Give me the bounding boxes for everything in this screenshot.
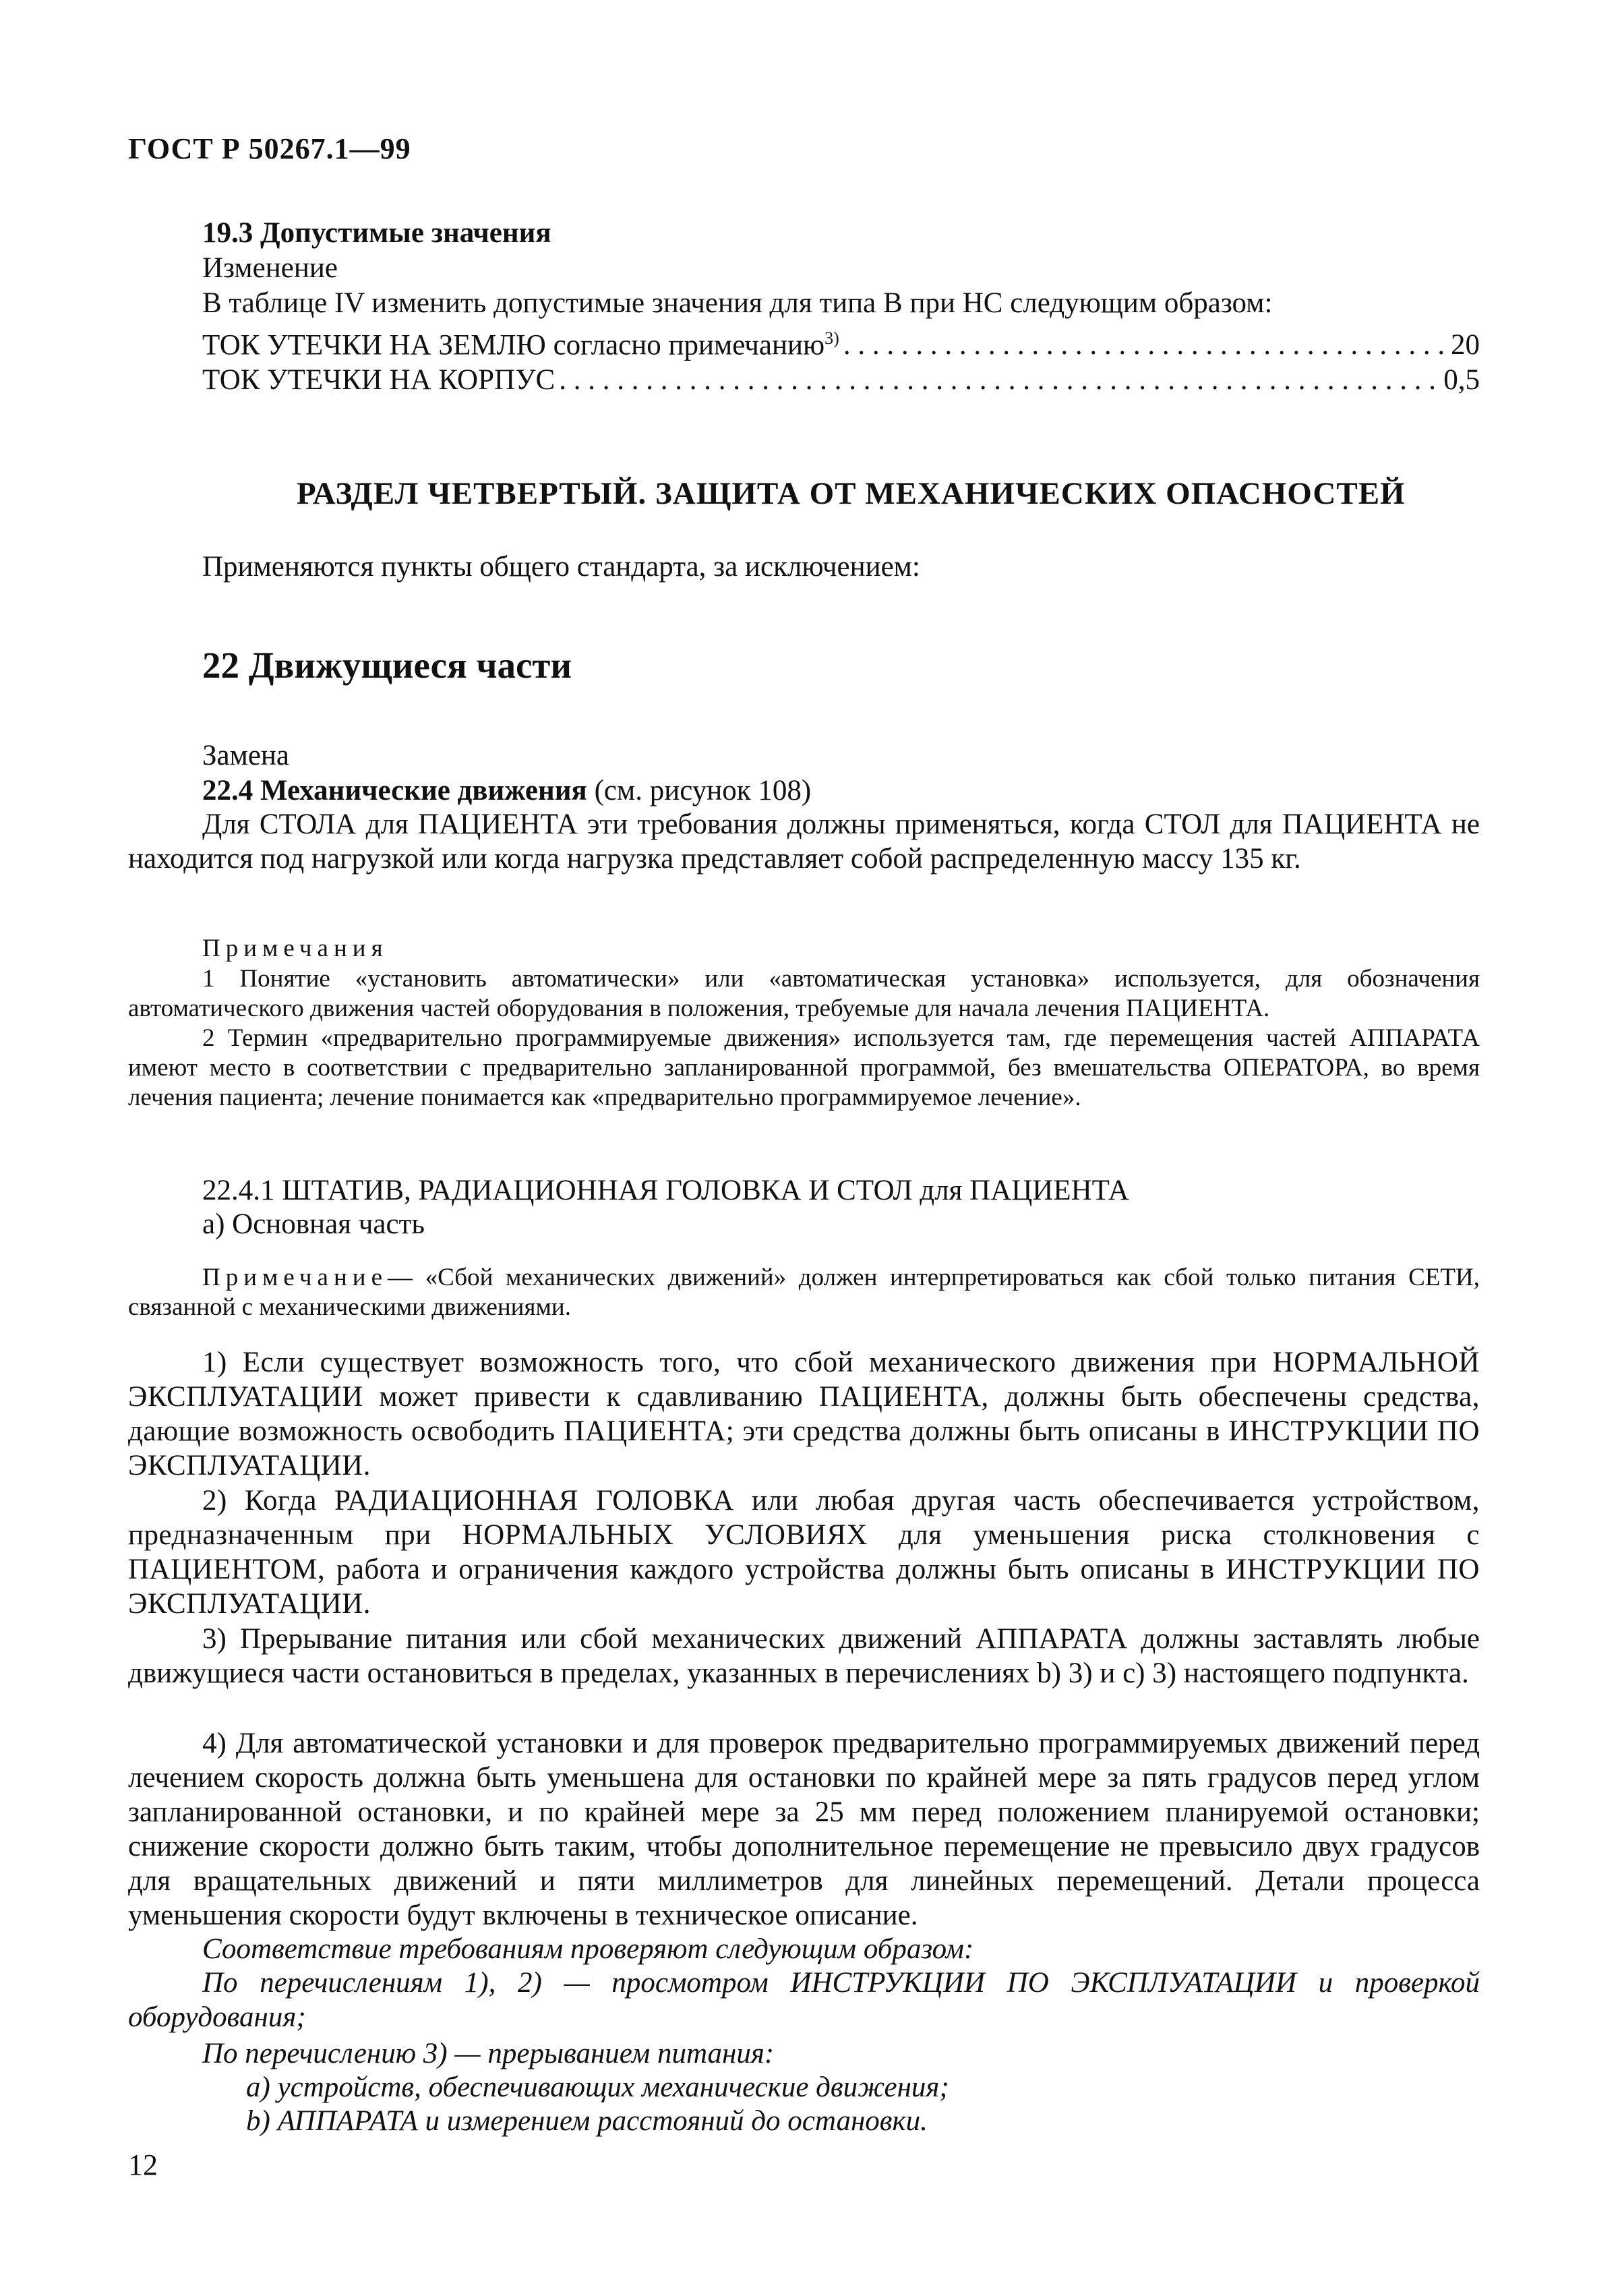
page-number: 12 (128, 2148, 158, 2181)
check-item-3a: a) устройств, обеспечивающих механические движения; (246, 2071, 949, 2103)
item-3: 3) Прерывание питания или сбой механических движений АППАРАТА должны заставлять любые движущиеся части остановиться в пределах, указанных в перечислениях b) 3) и с) 3) настоящего подпункта. (128, 1623, 1480, 1689)
clause-22-4-title: 22.4 Механические движения (202, 775, 587, 806)
item-2: 2) Когда РАДИАЦИОННАЯ ГОЛОВКА или любая другая часть обеспечивается устройством, предназначенным при НОРМАЛЬНЫХ УСЛОВИЯХ для уменьшения риска столкновения с ПАЦИЕНТОМ, работа и ограничения каждого устройства должны быть описаны в ИНСТРУКЦИИ ПО ЭКСПЛУАТАЦИИ. (128, 1485, 1480, 1620)
note-1: 1 Понятие «установить автоматически» или «автоматическая установка» используется, для обозначения автоматического движения частей оборудования в положения, требуемые для начала лечения ПАЦИЕНТА. (128, 965, 1480, 1022)
replace-label: Замена (202, 740, 290, 771)
check-items-1-2: По перечислениям 1), 2) — просмотром ИНСТРУКЦИИ ПО ЭКСПЛУАТАЦИИ и проверкой оборудования; (128, 1967, 1480, 2033)
figure-reference: (см. рисунок 108) (587, 775, 812, 806)
note-2: 2 Термин «предварительно программируемые движения» используется там, где перемещения частей АППАРАТА имеют место в соответствии с предварительно запланированной программой, без вмешательства ОПЕРАТОРА, во время лечения пациента; лечение понимается как «предварительно программируемое лечение». (128, 1024, 1480, 1111)
leader-dots (559, 363, 1439, 398)
clause-22-4-heading (202, 773, 811, 808)
value-row-earth-leakage (202, 321, 1480, 363)
section-19-3 (202, 216, 1480, 398)
leader-dots (843, 328, 1447, 363)
row-label: ТОК УТЕЧКИ НА ЗЕМЛЮ согласно примечанию$^{3)}$ (202, 328, 839, 361)
note-text: — «Сбой механических движений» должен интерпретироваться как сбой только питания СЕТИ, связанной с механическими движениями. (128, 1264, 1480, 1321)
subsection-title: 19.3 Допустимые значения (202, 217, 551, 249)
document-header: ГОСТ Р 50267.1—99 (128, 132, 411, 165)
check-item-3b: b) АППАРАТА и измерением расстояний до остановки. (246, 2105, 928, 2137)
part-a-label: а) Основная часть (202, 1208, 425, 1240)
item-1: 1) Если существует возможность того, что сбой механического движения при НОРМАЛЬНОЙ ЭКСПЛУАТАЦИИ может привести к сдавливанию ПАЦИЕНТА, должны быть обеспечены средства, дающие возможность освободить ПАЦИЕНТА; эти средства должны быть описаны в ИНСТРУКЦИИ ПО ЭКСПЛУАТАЦИИ. (128, 1347, 1480, 1481)
notes-label: Примечания (202, 935, 388, 962)
table-change-intro: В таблице IV изменить допустимые значения для типа В при НС следующим образом: (202, 287, 1273, 319)
row-value: 20 (1451, 329, 1480, 361)
clause-22-4-text: Для СТОЛА для ПАЦИЕНТА эти требования должны применяться, когда СТОЛ для ПАЦИЕНТА не находится под нагрузкой или когда нагрузка представляет собой распределенную массу 135 кг. (128, 808, 1480, 875)
note-label: Примечание (202, 1264, 388, 1291)
compliance-statement: Соответствие требованиям проверяют следующим образом: (202, 1933, 974, 1965)
value-row-enclosure-leakage (202, 363, 1480, 398)
note-mechanical-failure (128, 1263, 1480, 1322)
clause-22-4-1-title: 22.4.1 ШТАТИВ, РАДИАЦИОННАЯ ГОЛОВКА И СТОЛ для ПАЦИЕНТА (202, 1175, 1129, 1206)
row-label: ТОК УТЕЧКИ НА КОРПУС (202, 364, 556, 396)
clause-22-title: 22 Движущиеся части (202, 645, 572, 686)
item-4: 4) Для автоматической установки и для проверок предварительно программируемых движений перед лечением скорость должна быть уменьшена для остановки по крайней мере за пять градусов перед углом запланированной остановки, и по крайней мере за 25 мм перед положением планируемой остановки; снижение скорости должно быть таким, чтобы дополнительное перемещение не превысило двух градусов для вращательных движений и пяти миллиметров для линейных перемещений. Детали процесса уменьшения скорости будут включены в техническое описание. (128, 1728, 1480, 1931)
change-label: Изменение (202, 252, 338, 284)
row-value: 0,5 (1443, 364, 1480, 396)
section-intro: Применяются пункты общего стандарта, за исключением: (202, 551, 920, 583)
section-title: РАЗДЕЛ ЧЕТВЕРТЫЙ. ЗАЩИТА ОТ МЕХАНИЧЕСКИХ ОПАСНОСТЕЙ (297, 476, 1406, 511)
check-item-3: По перечислению 3) — прерыванием питания: (202, 2038, 775, 2069)
